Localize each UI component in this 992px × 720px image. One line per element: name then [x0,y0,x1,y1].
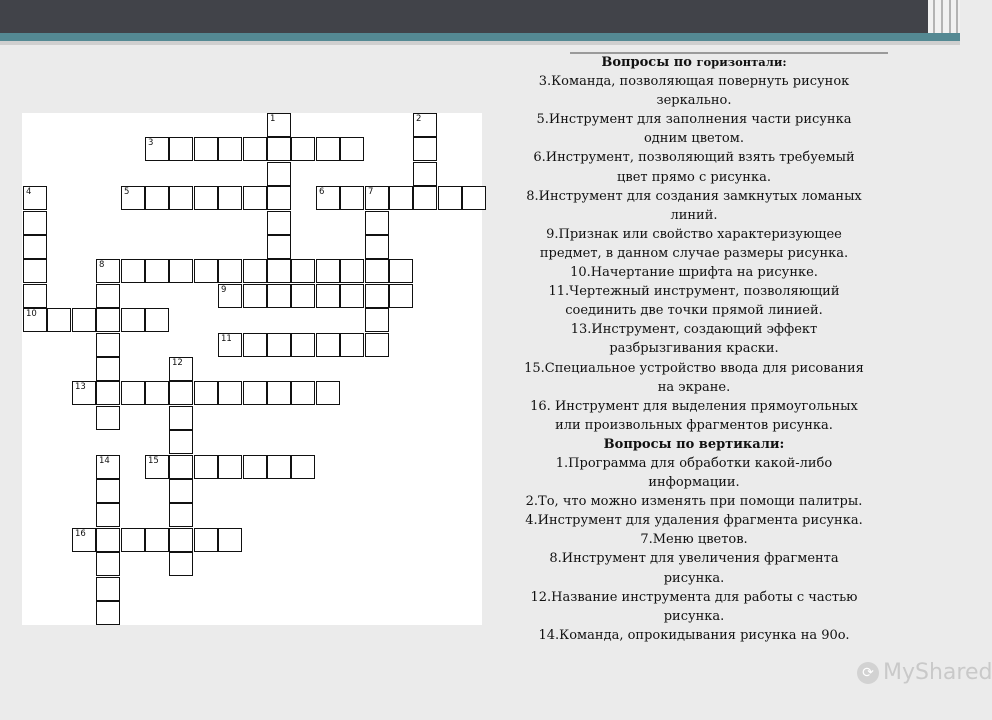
crossword-cell-13[interactable]: 13 [72,381,96,405]
crossword-cell[interactable] [365,284,389,308]
crossword-cell[interactable] [291,137,315,161]
crossword-cell[interactable] [316,381,340,405]
crossword-cell-7[interactable]: 7 [365,186,389,210]
crossword-cell[interactable] [23,259,47,283]
crossword-cell[interactable] [96,479,120,503]
crossword-cell[interactable] [96,333,120,357]
crossword-cell[interactable] [169,406,193,430]
crossword-cell-8[interactable]: 8 [96,259,120,283]
crossword-cell[interactable] [96,601,120,625]
vertical-questions [494,454,894,645]
crossword-cell[interactable] [267,284,291,308]
crossword-cell[interactable] [194,455,218,479]
horizontal-question-line: 8.Инструмент для создания замкнутых ломаных [526,188,862,204]
crossword-cell[interactable] [121,381,145,405]
crossword-cell[interactable] [96,552,120,576]
crossword-cell[interactable] [291,284,315,308]
crossword-cell[interactable] [243,259,267,283]
crossword-cell-2[interactable]: 2 [413,113,437,137]
crossword-cell-6[interactable]: 6 [316,186,340,210]
crossword-cell[interactable] [243,284,267,308]
crossword-cell[interactable] [316,333,340,357]
horizontal-question-line: 16. Инструмент для выделения прямоугольных [530,398,858,414]
crossword-cell[interactable] [243,455,267,479]
vertical-question-line: 12.Название инструмента для работы с частью [530,589,858,605]
crossword-cell[interactable] [72,308,96,332]
crossword-cell[interactable] [243,381,267,405]
horizontal-question-line: на экране. [657,379,731,395]
horizontal-questions [494,72,894,435]
crossword-cell[interactable] [365,259,389,283]
crossword-cell[interactable] [194,186,218,210]
questions-block [494,53,894,645]
crossword-cell[interactable] [169,479,193,503]
crossword-cell[interactable] [291,259,315,283]
crossword-cell[interactable] [96,381,120,405]
vertical-question-line: 7.Меню цветов. [640,532,748,548]
horizontal-question-line: зеркально. [656,93,732,109]
crossword-cell-4[interactable]: 4 [23,186,47,210]
crossword-cell[interactable] [218,528,242,552]
crossword-cell-16[interactable]: 16 [72,528,96,552]
crossword-cell[interactable] [169,552,193,576]
crossword-cell[interactable] [267,186,291,210]
crossword-cell[interactable] [96,406,120,430]
crossword-cell[interactable] [169,503,193,527]
horizontal-question-line: 5.Инструмент для заполнения части рисунка [536,112,852,128]
crossword-cell[interactable] [438,186,462,210]
crossword-cell[interactable] [267,162,291,186]
crossword-cell[interactable] [389,186,413,210]
horizontal-title [494,53,894,72]
vertical-question-line: информации. [648,475,740,491]
horizontal-question-line: одним цветом. [643,131,745,147]
crossword-cell-14[interactable]: 14 [96,455,120,479]
crossword-cell-12[interactable]: 12 [169,357,193,381]
horizontal-question-line: цвет прямо с рисунка. [617,169,771,185]
crossword-cell[interactable] [267,211,291,235]
crossword-cell[interactable] [169,528,193,552]
horizontal-question-line: или произвольных фрагментов рисунка. [555,417,833,433]
crossword-cell[interactable] [169,455,193,479]
divider-stripe [0,41,960,45]
crossword-cell[interactable] [267,381,291,405]
crossword-cell[interactable] [267,259,291,283]
watermark [857,660,992,685]
horizontal-title-main: Вопросы по [601,55,692,70]
crossword-cell[interactable] [316,259,340,283]
horizontal-question-line: 3.Команда, позволяющая повернуть рисунок [538,74,850,90]
crossword-cell[interactable] [389,259,413,283]
crossword-cell[interactable] [121,259,145,283]
crossword-cell[interactable] [121,308,145,332]
crossword-cell-9[interactable]: 9 [218,284,242,308]
vertical-question-line: 14.Команда, опрокидывания рисунка на 90o. [538,627,850,643]
crossword-cell-5[interactable]: 5 [121,186,145,210]
crossword-cell[interactable] [316,137,340,161]
horizontal-question-line: 10.Начертание шрифта на рисунке. [570,265,818,281]
crossword-cell[interactable] [413,162,437,186]
crossword-cell[interactable] [365,308,389,332]
crossword-cell-11[interactable]: 11 [218,333,242,357]
horizontal-question-line: 11.Чертежный инструмент, позволяющий [548,284,840,300]
crossword-cell[interactable] [169,430,193,454]
watermark-text: MyShared [883,660,992,685]
crossword-cell[interactable] [194,137,218,161]
crossword-cell[interactable] [243,186,267,210]
crossword-cell[interactable] [291,381,315,405]
crossword-cell[interactable] [145,186,169,210]
crossword-cell[interactable] [96,308,120,332]
horizontal-question-line: 13.Инструмент, создающий эффект [570,322,818,338]
vertical-question-line: рисунка. [663,608,725,624]
crossword-cell[interactable] [96,357,120,381]
crossword-cell[interactable] [194,259,218,283]
crossword-cell[interactable] [340,284,364,308]
crossword-cell[interactable] [145,528,169,552]
crossword-cell[interactable] [340,137,364,161]
crossword-cell[interactable] [413,186,437,210]
crossword-cell[interactable] [389,284,413,308]
crossword-cell[interactable] [413,137,437,161]
crossword-cell[interactable] [365,211,389,235]
crossword-cell[interactable] [267,333,291,357]
crossword-cell[interactable] [169,259,193,283]
crossword-cell-1[interactable]: 1 [267,113,291,137]
crossword-cell[interactable] [462,186,486,210]
crossword-cell[interactable] [243,333,267,357]
crossword-cell[interactable] [218,259,242,283]
crossword-cell[interactable] [23,235,47,259]
crossword-cell[interactable] [96,503,120,527]
vertical-question-line: 4.Инструмент для удаления фрагмента рисунка. [525,513,863,529]
crossword-cell[interactable] [267,455,291,479]
crossword-cell[interactable] [23,284,47,308]
crossword-cell[interactable] [243,137,267,161]
horizontal-question-line: 9.Признак или свойство характеризующее [546,226,842,242]
crossword-cell[interactable] [291,455,315,479]
crossword-cell[interactable] [218,381,242,405]
crossword-cell[interactable] [23,211,47,235]
crossword-cell[interactable] [145,381,169,405]
crossword-cell[interactable] [194,528,218,552]
crossword-cell[interactable] [218,137,242,161]
crossword-cell-3[interactable]: 3 [145,137,169,161]
crossword-cell[interactable] [145,308,169,332]
crossword-cell[interactable] [47,308,71,332]
crossword-cell[interactable] [365,235,389,259]
crossword-cell[interactable] [121,528,145,552]
crossword-cell[interactable] [218,186,242,210]
top-bar [0,0,960,33]
crossword-cell[interactable] [145,259,169,283]
crossword-cell[interactable] [169,186,193,210]
crossword-cell-15[interactable]: 15 [145,455,169,479]
crossword-cell[interactable] [340,186,364,210]
vertical-question-line: 8.Инструмент для увеличения фрагмента [549,551,839,567]
horizontal-question-line: 6.Инструмент, позволяющий взять требуемый [533,150,855,166]
horizontal-question-line: разбрызгивания краски. [609,341,779,357]
crossword-cell[interactable] [291,333,315,357]
crossword-cell[interactable] [169,137,193,161]
vertical-title: Вопросы по вертикали: [603,436,785,452]
crossword-cell[interactable] [340,259,364,283]
crossword-cell[interactable] [267,137,291,161]
vertical-question-line: 2.То, что можно изменять при помощи палитры. [525,494,863,510]
horizontal-question-line: соединить две точки прямой линией. [565,303,823,319]
crossword-cell[interactable] [96,577,120,601]
accent-stripe [0,33,960,41]
horizontal-title-suffix: горизонтали: [696,55,787,69]
vertical-question-line: рисунка. [663,570,725,586]
crossword-cell[interactable] [169,381,193,405]
crossword-cell[interactable] [96,528,120,552]
crossword-cell[interactable] [340,333,364,357]
crossword-cell[interactable] [96,284,120,308]
horizontal-question-line: линий. [670,207,718,223]
crossword-cell[interactable] [218,455,242,479]
horizontal-question-line: 15.Специальное устройство ввода для рисования [524,360,864,376]
myshared-logo-icon: ⟳ [857,662,879,684]
crossword-cell[interactable] [194,381,218,405]
crossword-cell-10[interactable]: 10 [23,308,47,332]
crossword-cell[interactable] [267,235,291,259]
crossword-cell[interactable] [316,284,340,308]
horizontal-question-line: предмет, в данном случае размеры рисунка. [539,245,849,261]
crossword-cell[interactable] [365,333,389,357]
vertical-question-line: 1.Программа для обработки какой-либо [555,455,833,471]
